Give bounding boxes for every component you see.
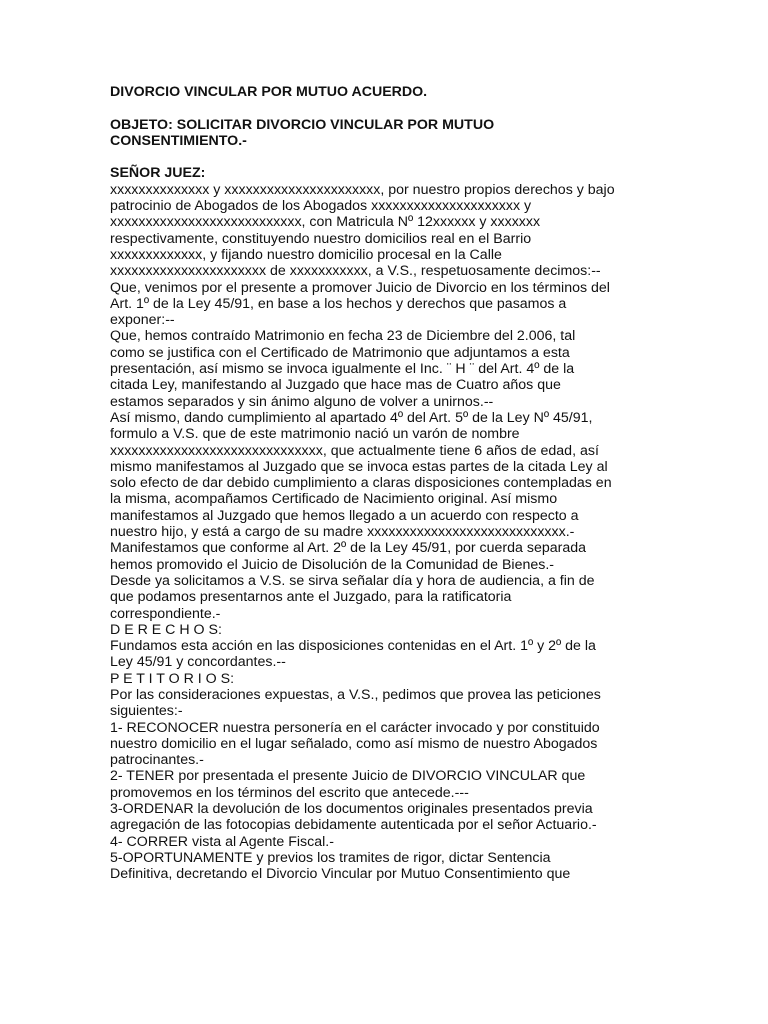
body-line: nuestro hijo, y está a cargo de su madre xxxxxxxxxxxxxxxxxxxxxxxxxxxx.- [110, 524, 575, 541]
body-line: xxxxxxxxxxxxx, y fijando nuestro domicilio procesal en la Calle [110, 246, 502, 263]
body-line: respectivamente, constituyendo nuestro domicilios real en el Barrio [110, 230, 532, 247]
body-line: agregación de las fotocopias debidamente autenticada por el señor Actuario.- [110, 817, 597, 834]
body-line: D E R E C H O S: [110, 621, 222, 638]
objeto-line: OBJETO: SOLICITAR DIVORCIO VINCULAR POR MUTUO [110, 116, 495, 133]
body-line: Que, venimos por el presente a promover Juicio de Divorcio en los términos del [110, 279, 610, 296]
body-line: hemos promovido el Juicio de Disolución de la Comunidad de Bienes.- [110, 556, 554, 573]
body-line: 4- CORRER vista al Agente Fiscal.- [110, 833, 334, 850]
objeto-line: CONSENTIMIENTO.- [110, 132, 247, 149]
blank-line [110, 100, 670, 116]
body-line: xxxxxxxxxxxxxxxxxxxxxxxxxxxxxx, que actualmente tiene 6 años de edad, así [110, 442, 599, 459]
body-line: mismo manifestamos al Juzgado que se invoca estas partes de la citada Ley al [110, 458, 608, 475]
body-line: citada Ley, manifestando al Juzgado que hace mas de Cuatro años que [110, 377, 561, 394]
body-line: 1- RECONOCER nuestra personería en el carácter invocado y por constituido [110, 719, 600, 736]
body-line: siguientes:- [110, 703, 183, 720]
body-line: patrocinantes.- [110, 752, 204, 769]
salutation: SEÑOR JUEZ: [110, 165, 206, 182]
body-line: xxxxxxxxxxxxxxxxxxxxxx de xxxxxxxxxxx, a V.S., respetuosamente decimos:-- [110, 263, 601, 280]
document-text [110, 84, 670, 883]
body-line: que podamos presentarnos ante el Juzgado, para la ratificatoria [110, 589, 512, 606]
document-body [110, 182, 670, 883]
body-line: Manifestamos que conforme al Art. 2º de la Ley 45/91, por cuerda separada [110, 540, 587, 557]
body-line: correspondiente.- [110, 605, 221, 622]
blank-line [110, 149, 670, 165]
body-line: Art. 1º de la Ley 45/91, en base a los hechos y derechos que pasamos a [110, 295, 567, 312]
body-line: Ley 45/91 y concordantes.-- [110, 654, 286, 671]
body-line: Así mismo, dando cumplimiento al apartado 4º del Art. 5º de la Ley Nº 45/91, [110, 409, 593, 426]
body-line: como se justifica con el Certificado de Matrimonio que adjuntamos a esta [110, 344, 570, 361]
body-line: promovemos en los términos del escrito que antecede.--- [110, 784, 469, 801]
body-line: Fundamos esta acción en las disposiciones contenidas en el Art. 1º y 2º de la [110, 638, 596, 655]
body-line: exponer:-- [110, 312, 175, 329]
body-line: P E T I T O R I O S: [110, 670, 235, 687]
body-line: manifestamos al Juzgado que hemos llegado a un acuerdo con respecto a [110, 507, 579, 524]
body-line: nuestro domicilio en el lugar señalado, como así mismo de nuestro Abogados [110, 735, 598, 752]
body-line: la misma, acompañamos Certificado de Nacimiento original. Así mismo [110, 491, 558, 508]
body-line: solo efecto de dar debido cumplimiento a claras disposiciones contempladas en [110, 475, 612, 492]
body-line: Que, hemos contraído Matrimonio en fecha 23 de Diciembre del 2.006, tal [110, 328, 576, 345]
body-line: Definitiva, decretando el Divorcio Vincular por Mutuo Consentimiento que [110, 866, 571, 883]
body-line: Por las consideraciones expuestas, a V.S., pedimos que provea las peticiones [110, 686, 601, 703]
body-line: Desde ya solicitamos a V.S. se sirva señalar día y hora de audiencia, a fin de [110, 572, 595, 589]
body-line: presentación, así mismo se invoca igualmente el Inc. ¨ H ¨ del Art. 4º de la [110, 361, 575, 378]
body-line: estamos separados y sin ánimo alguno de volver a unirnos.-- [110, 393, 494, 410]
body-line: 3-ORDENAR la devolución de los documentos originales presentados previa [110, 801, 593, 818]
body-line: 5-OPORTUNAMENTE y previos los tramites de rigor, dictar Sentencia [110, 849, 551, 866]
body-line: 2- TENER por presentada el presente Juicio de DIVORCIO VINCULAR que [110, 768, 586, 785]
body-line: patrocinio de Abogados de los Abogados xxxxxxxxxxxxxxxxxxxxx y [110, 198, 532, 215]
body-line: xxxxxxxxxxxxxx y xxxxxxxxxxxxxxxxxxxxxx, por nuestro propios derechos y bajo [110, 181, 615, 198]
body-line: xxxxxxxxxxxxxxxxxxxxxxxxxxx, con Matricula Nº 12xxxxxx y xxxxxxx [110, 214, 541, 231]
body-line: formulo a V.S. que de este matrimonio nació un varón de nombre [110, 426, 520, 443]
document-title: DIVORCIO VINCULAR POR MUTUO ACUERDO. [110, 84, 428, 100]
